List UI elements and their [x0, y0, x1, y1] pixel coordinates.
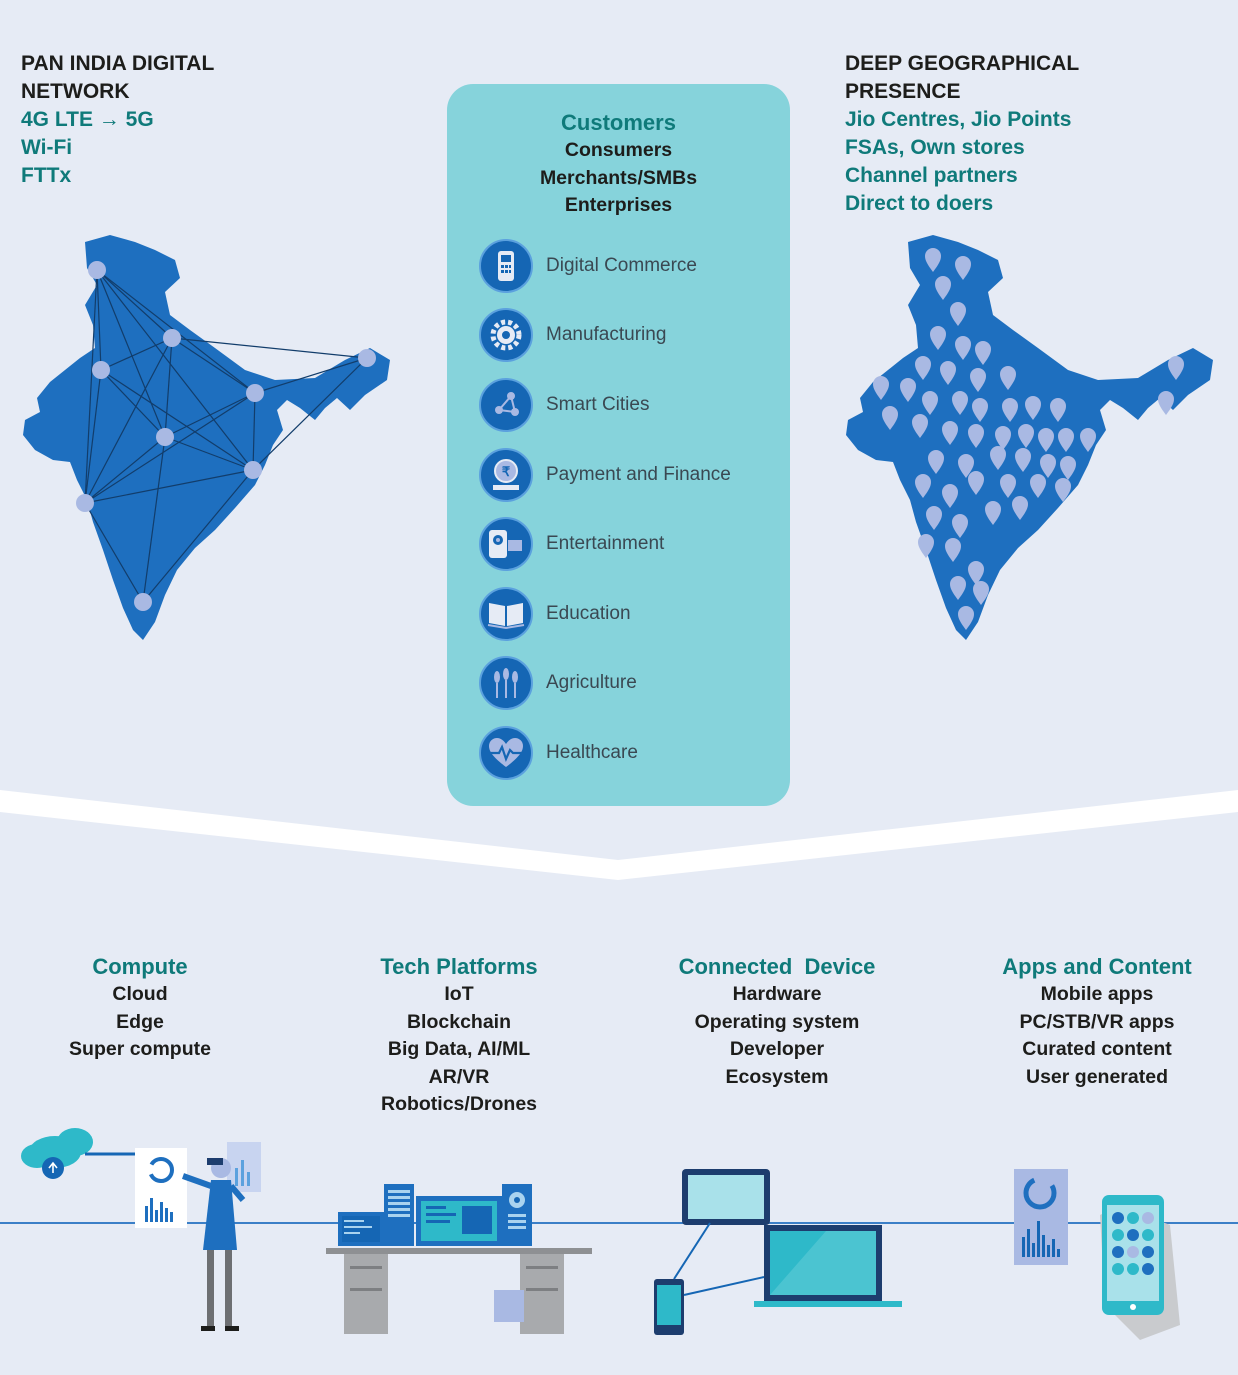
network-node — [88, 261, 106, 279]
pillar-item: Edge — [116, 1010, 164, 1033]
pillar-item: Hardware — [732, 983, 822, 1005]
network-node — [163, 329, 181, 347]
customer-type: Merchants/SMBs — [539, 166, 698, 189]
network-node — [76, 494, 94, 512]
network-title-2: NETWORK — [21, 80, 130, 103]
sector-label: Digital Commerce — [546, 255, 697, 276]
network-item-wifi: Wi-Fi — [21, 136, 73, 159]
pillar-item: IoT — [444, 983, 474, 1005]
sector-manufacturing — [479, 307, 666, 363]
pillar-item: Curated content — [1022, 1038, 1172, 1060]
pillar-item: Big Data, AI/ML — [387, 1038, 531, 1060]
network-node — [156, 428, 174, 446]
customer-type: Enterprises — [564, 194, 673, 216]
pillar-item: User generated — [1026, 1065, 1168, 1088]
desk-top — [326, 1248, 592, 1254]
sector-smart-cities — [479, 377, 649, 433]
sector-agriculture — [479, 655, 637, 711]
devices-illustration — [650, 1165, 910, 1340]
network-node — [246, 384, 264, 402]
sector-label: Agriculture — [546, 672, 637, 693]
network-title-1: PAN INDIA DIGITAL — [21, 52, 215, 75]
network-lte-line — [21, 106, 214, 134]
pillar-item: Super compute — [69, 1038, 211, 1060]
svg-text:₹: ₹ — [501, 464, 511, 479]
sector-label: Smart Cities — [546, 394, 650, 415]
pillar-item: Operating system — [694, 1010, 860, 1033]
pillar-item: PC/STB/VR apps — [1019, 1010, 1175, 1033]
pillar-item: Mobile apps — [1040, 983, 1154, 1005]
presence-block — [845, 50, 1079, 218]
india-presence-map — [838, 230, 1228, 650]
sector-label: Entertainment — [546, 533, 665, 554]
network-node — [134, 593, 152, 611]
presence-item: Jio Centres, Jio Points — [845, 108, 1072, 131]
pillar-connected-device — [657, 953, 897, 1091]
pillar-title: Tech Platforms — [380, 954, 538, 979]
sector-payment-finance — [479, 447, 731, 503]
sector-label: Manufacturing — [546, 324, 667, 345]
sector-entertainment — [479, 516, 664, 572]
location-network-icon — [479, 378, 533, 432]
router-box — [494, 1290, 524, 1322]
presence-title-2: PRESENCE — [845, 80, 961, 103]
sector-label: Healthcare — [546, 742, 638, 763]
lte-label: 4G LTE — [21, 108, 93, 131]
pillar-compute — [40, 953, 240, 1064]
workstation-illustration — [322, 1178, 597, 1338]
cloud-icon — [21, 1128, 93, 1179]
pillar-item: Robotics/Drones — [380, 1093, 538, 1115]
pos-terminal-icon — [479, 239, 533, 293]
compute-illustration — [15, 1120, 270, 1340]
apps-illustration — [1010, 1165, 1190, 1345]
pillar-tech-platforms — [349, 953, 569, 1119]
sector-label: Education — [546, 603, 631, 624]
pillar-title: Compute — [92, 954, 188, 979]
book-icon — [479, 587, 533, 641]
fiveg-label: 5G — [125, 108, 154, 131]
india-network-map — [15, 230, 405, 650]
wheat-icon — [479, 656, 533, 710]
rupee-coin-icon — [479, 448, 533, 502]
sector-label: Payment and Finance — [546, 464, 731, 485]
network-node — [92, 361, 110, 379]
pillar-item: Developer — [729, 1038, 825, 1060]
pillar-title: Apps and Content — [1002, 954, 1192, 979]
sector-digital-commerce — [479, 238, 697, 294]
presence-title-1: DEEP GEOGRAPHICAL — [845, 52, 1080, 75]
pillar-apps-content — [977, 953, 1217, 1091]
customers-title: Customers — [561, 110, 676, 135]
customer-type: Consumers — [564, 139, 673, 161]
network-node — [358, 349, 376, 367]
network-node — [244, 461, 262, 479]
location-pin-icon — [1158, 391, 1174, 415]
network-item-fttx: FTTx — [21, 164, 72, 187]
customers-header — [447, 109, 790, 220]
presence-item: FSAs, Own stores — [845, 136, 1025, 159]
pillar-item: Blockchain — [406, 1010, 512, 1033]
presence-item: Channel partners — [845, 164, 1018, 187]
pillar-title: Connected Device — [678, 954, 876, 979]
pillar-item: AR/VR — [428, 1065, 490, 1088]
network-block — [21, 50, 214, 190]
sector-education — [479, 586, 631, 642]
presence-item: Direct to doers — [845, 192, 994, 215]
customers-panel — [447, 84, 790, 806]
india-map-shape — [23, 235, 390, 640]
sector-healthcare — [479, 725, 638, 781]
pillar-item: Cloud — [112, 983, 168, 1005]
gear-icon — [479, 308, 533, 362]
camera-icon — [479, 517, 533, 571]
arrow-icon: → — [98, 108, 120, 131]
pillar-item: Ecosystem — [725, 1065, 829, 1088]
heartbeat-icon — [479, 726, 533, 780]
